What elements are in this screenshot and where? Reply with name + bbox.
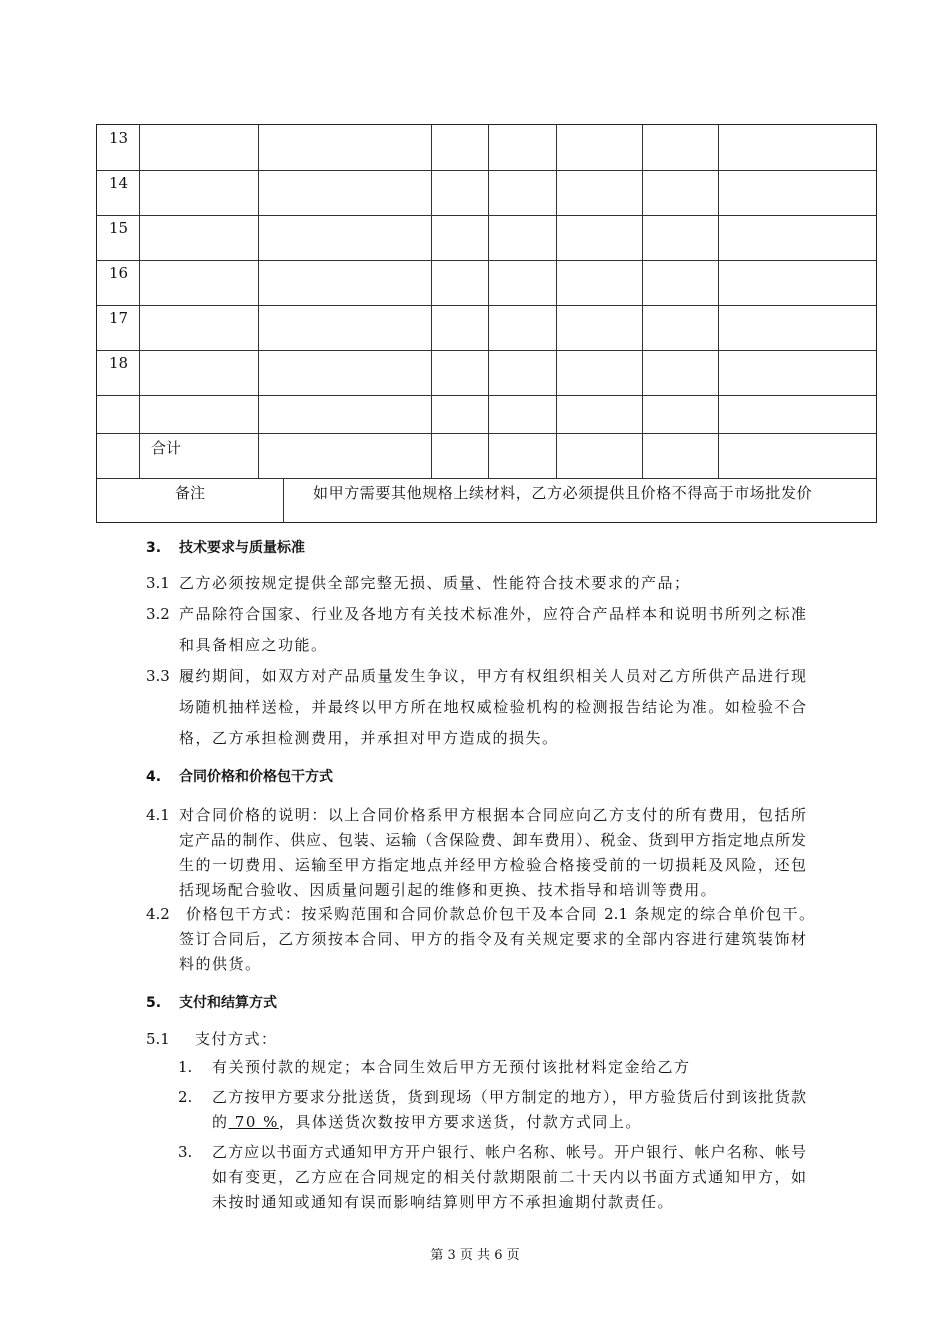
row-divider bbox=[97, 305, 876, 306]
clause-line: 乙方按甲方要求分批送货，货到现场（甲方制定的地方），甲方验货后付到该批货款 bbox=[212, 1088, 806, 1106]
section-5-title: 支付和结算方式 bbox=[179, 995, 277, 1011]
section-3-number: 3. bbox=[146, 540, 162, 556]
clause-line: 格，乙方承担检测费用，并承担对甲方造成的损失。 bbox=[179, 729, 559, 747]
col-divider bbox=[431, 125, 432, 478]
clause-line: 价格包干方式：按采购范围和合同价款总价包干及本合同 2.1 条规定的综合单价包干。 bbox=[186, 905, 814, 923]
col-divider bbox=[488, 125, 489, 478]
remark-label: 备注 bbox=[175, 484, 206, 502]
col-divider bbox=[139, 125, 140, 478]
row-number: 15 bbox=[109, 219, 129, 237]
col-divider bbox=[718, 125, 719, 478]
clause-line: 对合同价格的说明：以上合同价格系甲方根据本合同应向乙方支付的所有费用，包括所 bbox=[179, 806, 806, 824]
section-3-title: 技术要求与质量标准 bbox=[179, 540, 305, 556]
percentage-value: 70 % bbox=[228, 1113, 279, 1131]
section-5-number: 5. bbox=[146, 995, 162, 1011]
clause-line: 生的一切费用、运输至甲方指定地点并经甲方检验合格接受前的一切损耗及风险，还包 bbox=[179, 856, 806, 874]
item-number: 4.1 bbox=[146, 806, 170, 824]
row-divider bbox=[97, 215, 876, 216]
list-number: 3. bbox=[178, 1143, 193, 1161]
row-divider bbox=[97, 395, 876, 396]
item-number: 4.2 bbox=[146, 905, 170, 923]
clause-line: 乙方应以书面方式通知甲方开户银行、帐户名称、帐号。开户银行、帐户名称、帐号 bbox=[212, 1143, 806, 1161]
col-divider bbox=[283, 478, 284, 523]
clause-line: 有关预付款的规定；本合同生效后甲方无预付该批材料定金给乙方 bbox=[212, 1058, 691, 1076]
row-number: 16 bbox=[109, 264, 129, 282]
clause-line bbox=[212, 1112, 642, 1132]
row-divider bbox=[97, 478, 876, 479]
row-number: 13 bbox=[109, 129, 129, 147]
clause-line: 履约期间，如双方对产品质量发生争议，甲方有权组织相关人员对乙方所供产品进行现 bbox=[179, 667, 806, 685]
clause-line: 场随机抽样送检，并最终以甲方所在地权威检验机构的检测报告结论为准。如检验不合 bbox=[179, 698, 806, 716]
row-divider bbox=[97, 260, 876, 261]
materials-table bbox=[96, 124, 877, 523]
col-divider bbox=[642, 125, 643, 478]
row-number: 14 bbox=[109, 174, 129, 192]
clause-line: 料的供货。 bbox=[179, 955, 262, 973]
clause-line: 定产品的制作、供应、包装、运输（含保险费、卸车费用）、税金、货到甲方指定地点所发 bbox=[179, 831, 806, 849]
clause-line: 和具备相应之功能。 bbox=[179, 636, 328, 654]
col-divider bbox=[258, 125, 259, 478]
item-number: 3.1 bbox=[146, 574, 170, 592]
text: 的 bbox=[212, 1113, 229, 1131]
row-number: 17 bbox=[109, 309, 129, 327]
col-divider bbox=[556, 125, 557, 478]
text: ，具体送货次数按甲方要求送货，付款方式同上。 bbox=[278, 1113, 642, 1131]
row-divider bbox=[97, 433, 876, 434]
list-number: 2. bbox=[178, 1088, 193, 1106]
item-number: 5.1 bbox=[146, 1030, 170, 1048]
clause-line: 括现场配合验收、因质量问题引起的维修和更换、技术指导和培训等费用。 bbox=[179, 881, 717, 899]
page-footer: 第 3 页 共 6 页 bbox=[430, 1248, 520, 1263]
section-4-number: 4. bbox=[146, 769, 162, 785]
row-number: 18 bbox=[109, 354, 129, 372]
row-divider bbox=[97, 170, 876, 171]
item-number: 3.2 bbox=[146, 605, 170, 623]
item-number: 3.3 bbox=[146, 667, 170, 685]
clause-line: 如有变更，乙方应在合同规定的相关付款期限前二十天内以书面方式通知甲方，如 bbox=[212, 1168, 806, 1186]
total-label: 合计 bbox=[151, 439, 182, 457]
row-divider bbox=[97, 350, 876, 351]
clause-line: 未按时通知或通知有误而影响结算则甲方不承担逾期付款责任。 bbox=[212, 1193, 675, 1211]
clause-line: 产品除符合国家、行业及各地方有关技术标准外，应符合产品样本和说明书所列之标准 bbox=[179, 605, 806, 623]
list-number: 1. bbox=[178, 1058, 193, 1076]
section-4-title: 合同价格和价格包干方式 bbox=[179, 769, 333, 785]
clause-line: 乙方必须按规定提供全部完整无损、质量、性能符合技术要求的产品； bbox=[179, 574, 691, 592]
remark-text: 如甲方需要其他规格上续材料，乙方必须提供且价格不得高于市场批发价 bbox=[313, 484, 813, 502]
clause-line: 签订合同后，乙方须按本合同、甲方的指令及有关规定要求的全部内容进行建筑装饰材 bbox=[179, 930, 806, 948]
subsection-title: 支付方式： bbox=[195, 1030, 278, 1048]
